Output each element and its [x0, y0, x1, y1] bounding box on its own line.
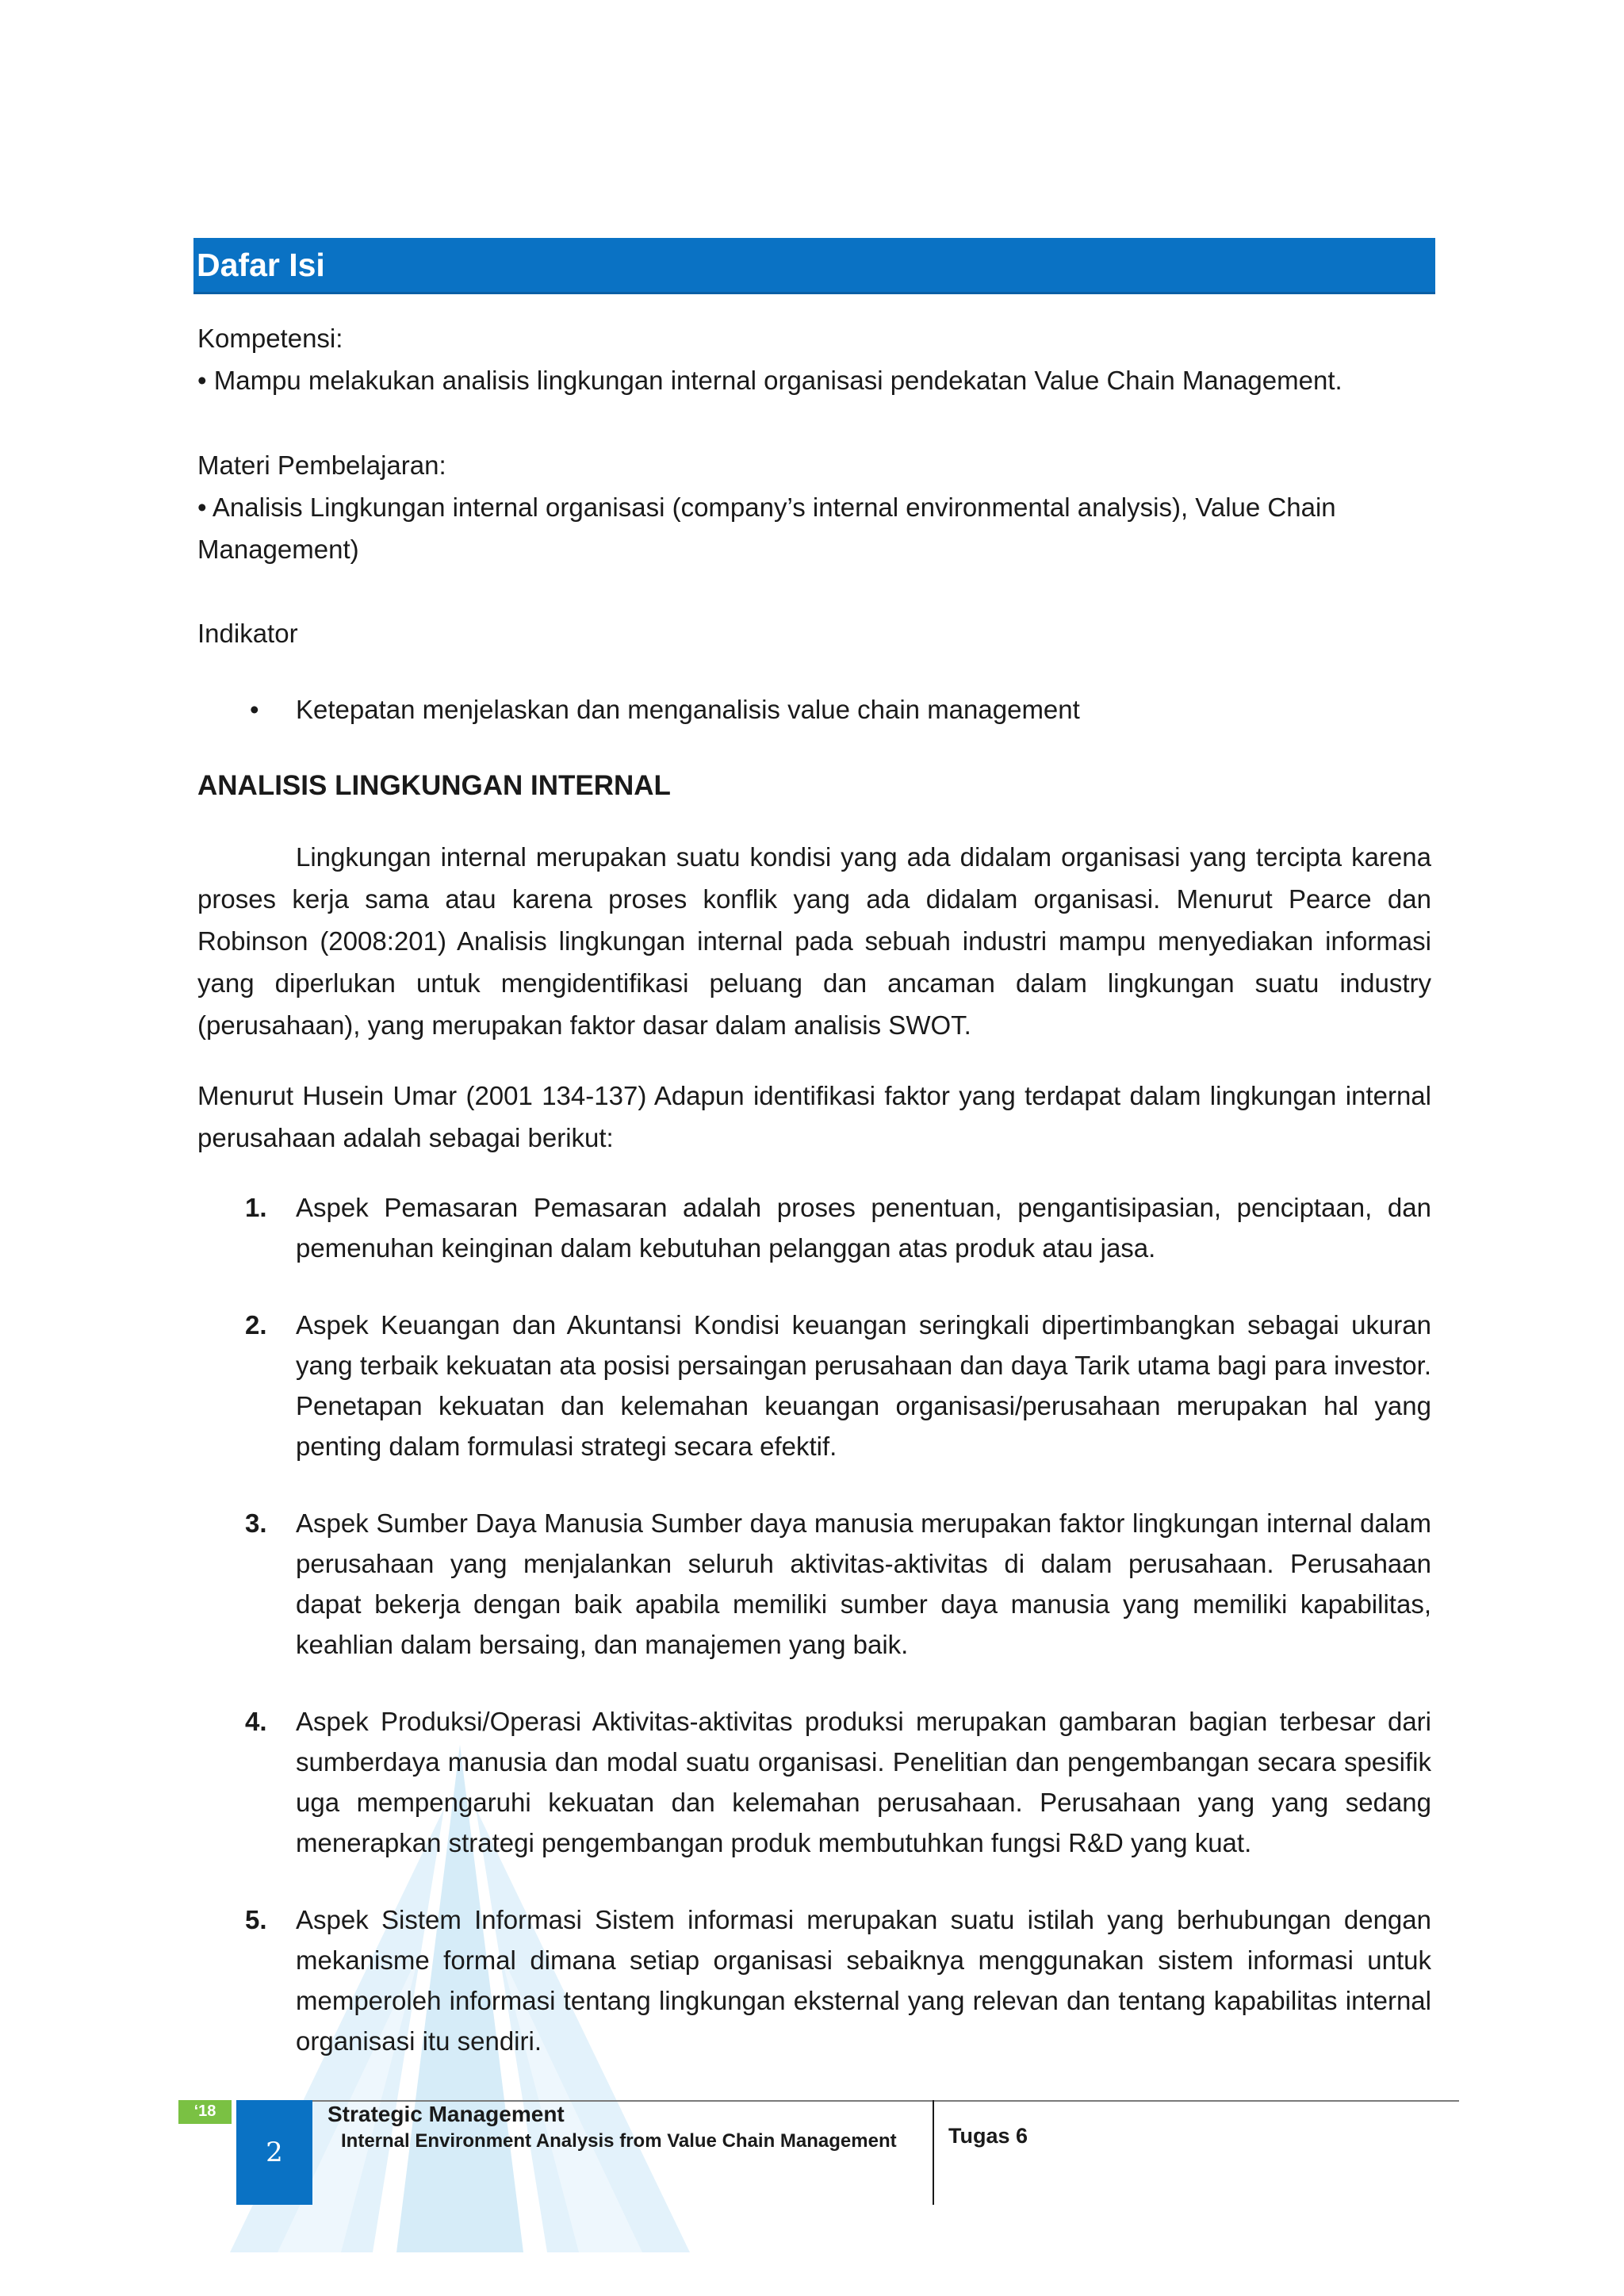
list-text: Aspek Keuangan dan Akuntansi Kondisi keuangan seringkali dipertimbangkan sebagai ukuran yang terbaik kekuatan ata posisi persaingan perusahaan dan daya Tarik utama bagi para investor. Penetapan kekuatan dan kelemahan keuangan organisasi/perusahaan merupakan hal yang penting dalam formulasi strategi secara efektif.	[296, 1310, 1431, 1461]
list-number: 4.	[245, 1707, 267, 1736]
toc-heading-bar	[193, 238, 1435, 294]
materi-label: Materi Pembelajaran:	[197, 450, 446, 480]
list-number: 5.	[245, 1905, 267, 1934]
section-paragraph-2: Menurut Husein Umar (2001 134-137) Adapun identifikasi faktor yang terdapat dalam lingkungan internal perusahaan adalah sebagai berikut:	[197, 1081, 1431, 1152]
list-number: 1.	[245, 1193, 267, 1222]
bullet-dot: •	[250, 695, 259, 724]
footer-divider	[933, 2100, 934, 2205]
list-item	[197, 1701, 1431, 1863]
footer-assignment: Tugas 6	[948, 2124, 1028, 2148]
list-item	[197, 1305, 1431, 1466]
list-number: 3.	[245, 1508, 267, 1538]
section-heading: ANALISIS LINGKUNGAN INTERNAL	[197, 770, 671, 801]
footer-subtitle: Internal Environment Analysis from Value Chain Management	[341, 2130, 897, 2152]
list-item	[197, 1899, 1431, 2061]
indikator-item: Ketepatan menjelaskan dan menganalisis value chain management	[296, 695, 1080, 724]
list-text: Aspek Sumber Daya Manusia Sumber daya manusia merupakan faktor lingkungan internal dalam perusahaan yang menjalankan seluruh aktivitas-aktivitas di dalam perusahaan. Perusahaan dapat bekerja dengan baik apabila memiliki sumber daya manusia yang memiliki kapabilitas, keahlian dalam bersaing, dan manajemen yang baik.	[296, 1508, 1431, 1659]
kompetensi-item: • Mampu melakukan analisis lingkungan internal organisasi pendekatan Value Chain Management.	[197, 366, 1342, 395]
list-text: Aspek Produksi/Operasi Aktivitas-aktivitas produksi merupakan gambaran bagian terbesar dari sumberdaya manusia dan modal suatu organisasi. Penelitian dan pengembangan secara spesifik uga mempengaruhi kekuatan dan kelemahan perusahaan. Perusahaan yang yang sedang menerapkan strategi pengembangan produk membutuhkan fungsi R&D yang kuat.	[296, 1707, 1431, 1857]
list-number: 2.	[245, 1310, 267, 1340]
section-paragraph-1: Lingkungan internal merupakan suatu kondisi yang ada didalam organisasi yang tercipta karena proses kerja sama atau karena proses konflik yang ada didalam organisasi. Menurut Pearce dan Robinson (2008:201) Analisis lingkungan internal pada sebuah industri mampu menyediakan informasi yang diperlukan untuk mengidentifikasi peluang dan ancaman dalam lingkungan suatu industry (perusahaan), yang merupakan faktor dasar dalam analisis SWOT.	[197, 842, 1431, 1040]
list-text: Aspek Pemasaran Pemasaran adalah proses penentuan, pengantisipasian, penciptaan, dan pemenuhan keinginan dalam kebutuhan pelanggan atas produk atau jasa.	[296, 1193, 1431, 1263]
kompetensi-label: Kompetensi:	[197, 324, 343, 353]
list-item	[197, 1503, 1431, 1665]
toc-title: Dafar Isi	[197, 247, 325, 283]
footer-course-title: Strategic Management	[327, 2102, 565, 2126]
footer-year-badge: ‘18	[178, 2100, 232, 2124]
materi-item: • Analisis Lingkungan internal organisasi (company’s internal environmental analysis), Value Chain Management)	[197, 493, 1336, 564]
list-text: Aspek Sistem Informasi Sistem informasi merupakan suatu istilah yang berhubungan dengan mekanisme formal dimana setiap organisasi sebaiknya menggunakan sistem informasi untuk memperoleh informasi tentang lingkungan eksternal yang relevan dan tentang kapabilitas internal organisasi itu sendiri.	[296, 1905, 1431, 2056]
indikator-label: Indikator	[197, 619, 298, 648]
page-number: 2	[236, 2100, 312, 2205]
list-item	[197, 1187, 1431, 1268]
